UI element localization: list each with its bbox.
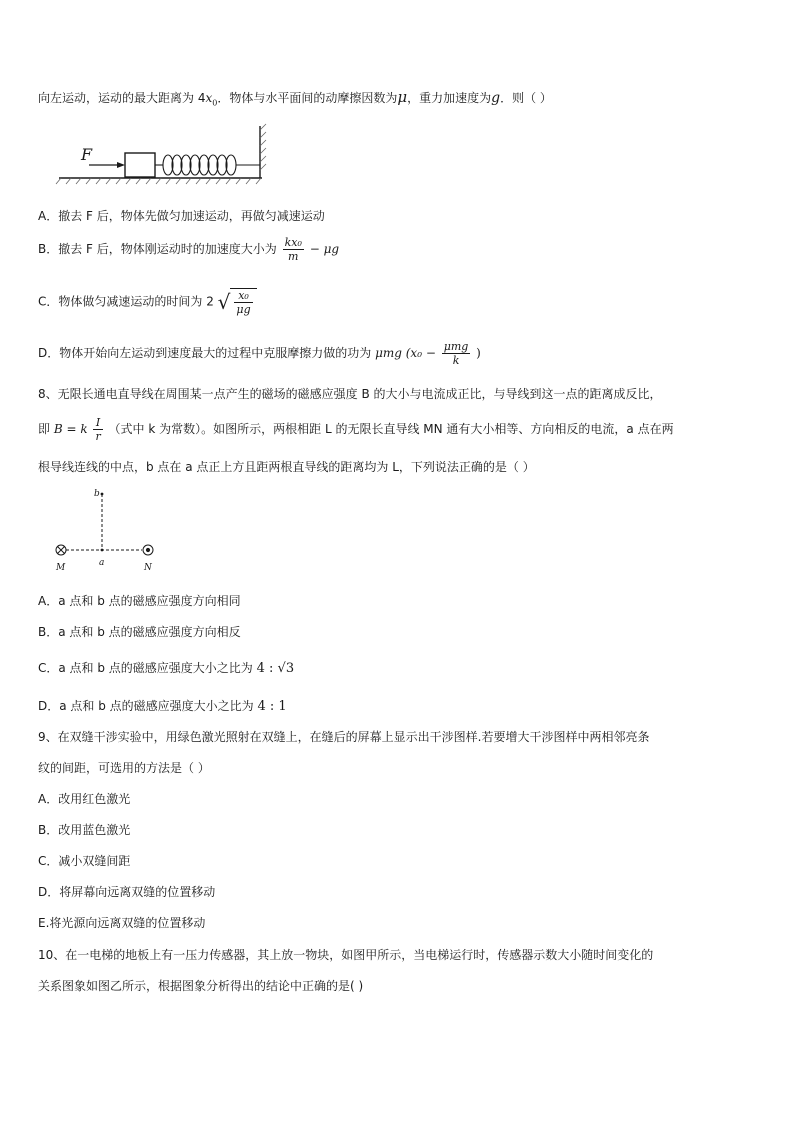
q7-option-c[interactable]: C．物体做匀减速运动的时间为 2 √ $\frac{\text{x₀}}{\mu g}$	[38, 288, 257, 316]
wires-figure	[52, 484, 162, 576]
q7-option-b[interactable]: B．撤去 F 后，物体刚运动时的加速度大小为 $\frac{\text{kx₀}}{m}$ − μg	[38, 236, 340, 263]
point-b-label: b	[94, 489, 100, 499]
q7-option-b-fraction: $\frac{\text{kx₀}}{m}$	[284, 236, 302, 263]
block	[125, 153, 155, 177]
q9-option-b[interactable]: B．改用蓝色激光	[38, 823, 131, 837]
q9-option-c[interactable]: C．减小双缝间距	[38, 854, 131, 868]
q8-option-d[interactable]: D．a 点和 b 点的磁感应强度大小之比为 4 : 1	[38, 699, 287, 714]
q8-option-a[interactable]: A．a 点和 b 点的磁感应强度方向相同	[38, 594, 241, 608]
q8-stem-line-3: 根导线连线的中点，b 点在 a 点正上方且距两根直导线的距离均为 L，下列说法正确的是（ ）	[38, 460, 535, 474]
q10-stem-line-2: 关系图象如图乙所示，根据图象分析得出的结论中正确的是( )	[38, 979, 364, 993]
spring	[155, 155, 260, 175]
wire-N-out-of-page	[143, 545, 153, 555]
q8-option-c[interactable]: C．a 点和 b 点的磁感应强度大小之比为 4 : √3	[38, 661, 295, 676]
force-label-F: F	[81, 145, 93, 164]
q9-option-e[interactable]: E.将光源向远离双缝的位置移动	[38, 916, 206, 930]
q7-option-d-fraction: $\frac{\text{μmg}}{k}$	[443, 340, 469, 367]
q9-option-a[interactable]: A．改用红色激光	[38, 792, 131, 806]
q8-stem-line-2: 即 B = k $\frac{I}{r}$ （式中 k 为常数）。如图所示，两根相距 L 的无限长直导线 MN 通有大小相等、方向相反的电流，a 点在两	[38, 416, 674, 443]
q7-stem: 向左运动，运动的最大距离为 $4x_0$．物体与水平面间的动摩擦因数为μ，重力加速度为g．则（ ）	[38, 88, 552, 108]
q10-stem-line-1: 10、在一电梯的地板上有一压力传感器，其上放一物块，如图甲所示，当电梯运行时，传感器示数大小随时间变化的	[38, 948, 654, 962]
spring-block-figure	[55, 122, 270, 188]
wire-N-label: N	[144, 563, 152, 573]
q8-option-b[interactable]: B．a 点和 b 点的磁感应强度方向相反	[38, 625, 241, 639]
q8-stem-line-1: 8、无限长通电直导线在周围某一点产生的磁场的磁感应强度 B 的大小与电流成正比，与导线到这一点的距离成反比，	[38, 387, 662, 401]
q9-option-d[interactable]: D．将屏幕向远离双缝的位置移动	[38, 885, 216, 899]
wire-M-label: M	[56, 563, 66, 573]
wire-M-into-page	[56, 545, 66, 555]
q7-option-d[interactable]: D．物体开始向左运动到速度最大的过程中克服摩擦力做的功为 μmg (x₀ − $\frac{\text{μmg}}{k}$ )	[38, 340, 481, 367]
q8-formula-fraction: $\frac{I}{r}$	[95, 416, 101, 443]
q7-option-a[interactable]: A．撤去 F 后，物体先做匀加速运动，再做匀减速运动	[38, 209, 325, 223]
q7-option-c-sqrt: √ $\frac{\text{x₀}}{\mu g}$	[218, 288, 257, 316]
point-a-label: a	[99, 558, 105, 568]
q9-stem-line-2: 纹的间距，可选用的方法是（ ）	[38, 761, 210, 775]
q9-stem-line-1: 9、在双缝干涉实验中，用绿色激光照射在双缝上，在缝后的屏幕上显示出干涉图样.若要增大干涉图样中两相邻亮条	[38, 730, 650, 744]
